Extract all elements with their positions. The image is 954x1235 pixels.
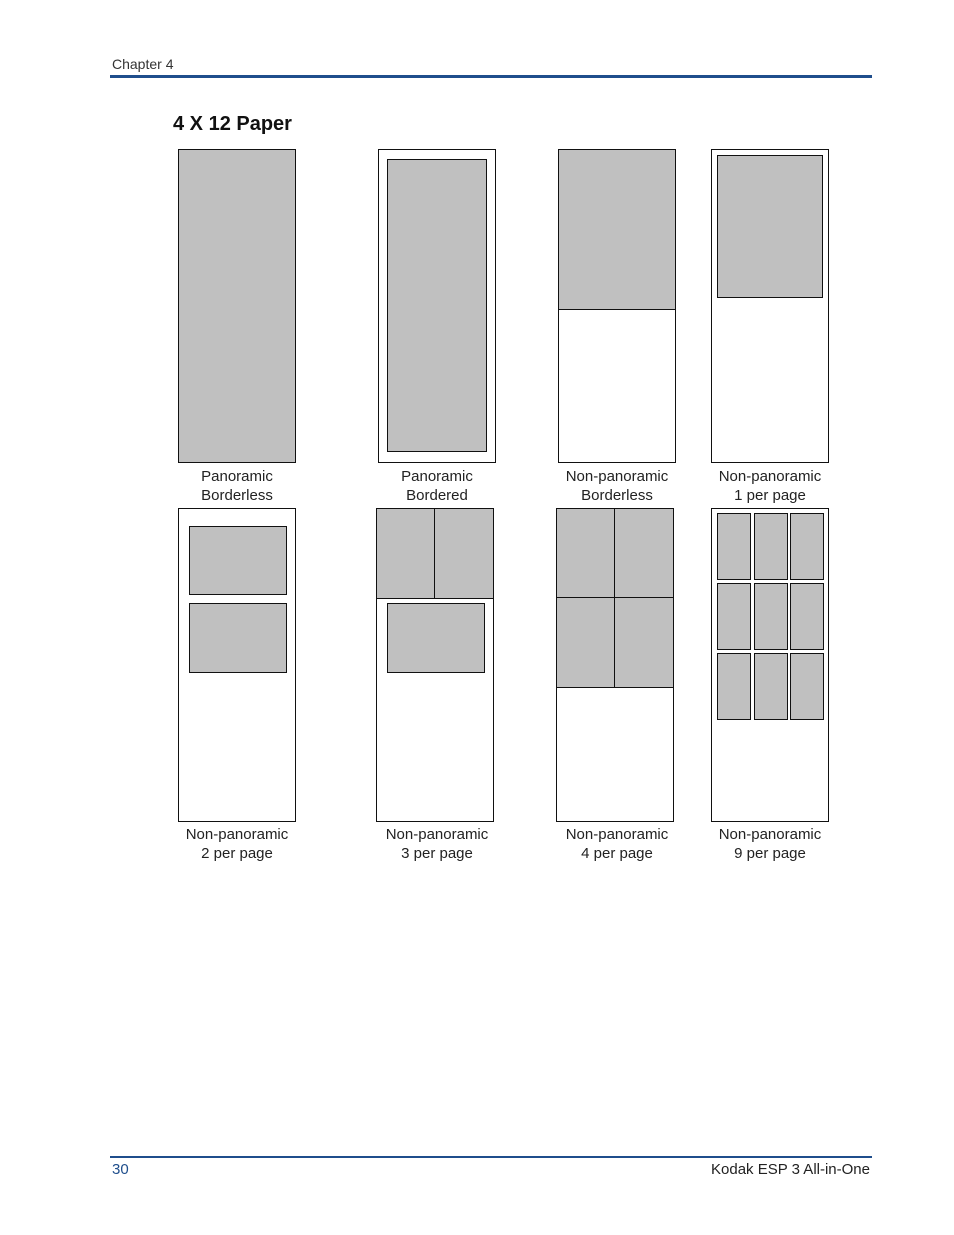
footer-rule [110,1156,872,1158]
photo-area [434,508,494,599]
photo-area [717,583,751,650]
caption-line1: Panoramic [201,468,273,485]
photo-area [717,513,751,580]
caption-line1: Non-panoramic [385,826,489,843]
caption-non-panoramic-4-per-page [537,825,697,863]
photo-area [614,597,674,688]
caption-line1: Non-panoramic [718,468,822,485]
photo-area [754,653,788,720]
caption-line2: 2 per page [201,845,273,862]
photo-area [376,508,436,599]
caption-line1: Non-panoramic [718,826,822,843]
photo-area [189,603,287,673]
page-number: 30 [112,1161,129,1178]
caption-line2: Bordered [406,487,468,504]
photo-area [754,513,788,580]
header-rule [110,75,872,78]
photo-area [754,583,788,650]
photo-area [717,155,823,298]
photo-area [189,526,287,595]
photo-area [614,508,674,599]
caption-line1: Non-panoramic [565,468,669,485]
caption-panoramic-bordered [357,467,517,505]
caption-non-panoramic-3-per-page [357,825,517,863]
section-title: 4 X 12 Paper [173,113,292,135]
footer-product-name: Kodak ESP 3 All-in-One [711,1161,870,1178]
photo-area [556,508,616,599]
caption-line1: Panoramic [401,468,473,485]
caption-line2: 3 per page [401,845,473,862]
caption-line2: 4 per page [581,845,653,862]
photo-area [178,149,296,463]
caption-line2: Borderless [581,487,653,504]
chapter-label: Chapter 4 [112,56,174,72]
caption-line1: Non-panoramic [185,826,289,843]
photo-area [558,149,676,310]
caption-line1: Non-panoramic [565,826,669,843]
caption-non-panoramic-2-per-page [157,825,317,863]
photo-area [790,653,824,720]
caption-non-panoramic-9-per-page [690,825,850,863]
caption-line2: Borderless [201,487,273,504]
photo-area [717,653,751,720]
caption-line2: 1 per page [734,487,806,504]
photo-area [387,159,487,452]
caption-panoramic-borderless [157,467,317,505]
caption-line2: 9 per page [734,845,806,862]
caption-non-panoramic-borderless [537,467,697,505]
photo-area [790,513,824,580]
caption-non-panoramic-1-per-page [690,467,850,505]
photo-area [387,603,485,673]
photo-area [556,597,616,688]
photo-area [790,583,824,650]
